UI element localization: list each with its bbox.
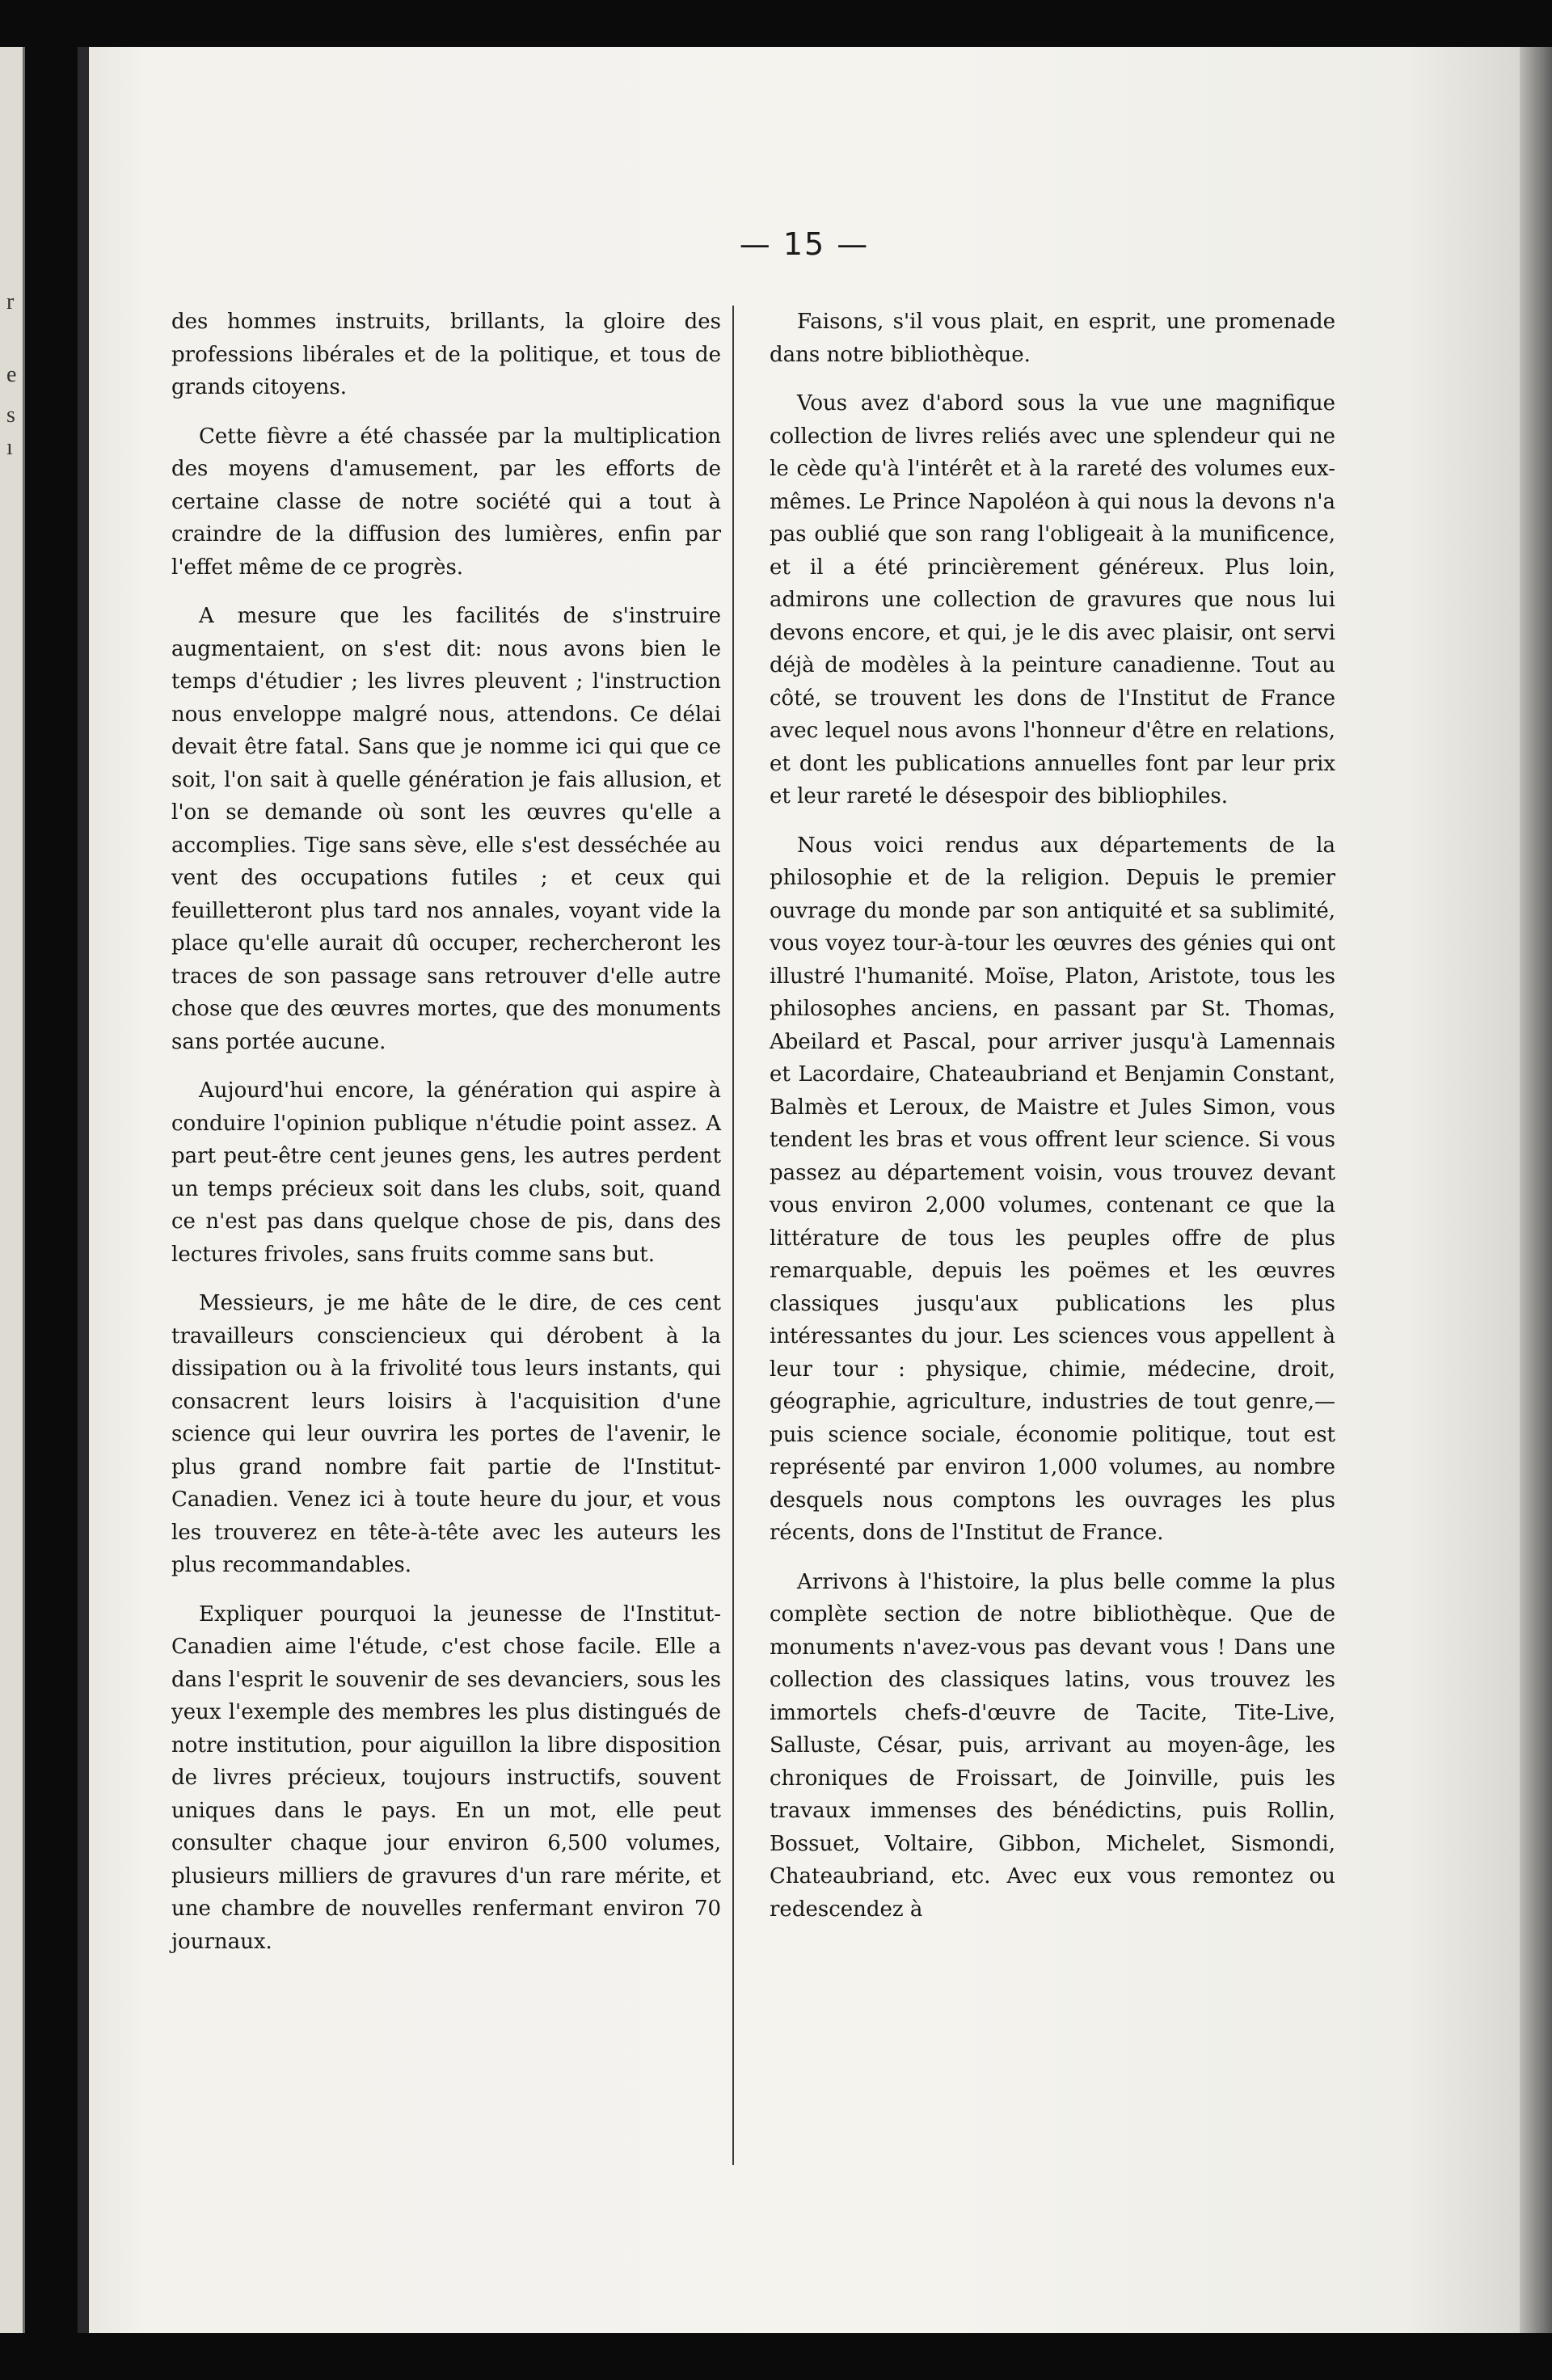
right-column bbox=[770, 306, 1335, 1942]
page-edge-shadow bbox=[1520, 47, 1552, 2333]
left-column bbox=[171, 306, 721, 1974]
paragraph: Faisons, s'il vous plait, en esprit, une promenade dans notre bibliothèque. bbox=[770, 310, 1335, 367]
adjacent-page-edge bbox=[0, 47, 25, 2333]
paragraph: Aujourd'hui encore, la génération qui aspire à conduire l'opinion publique n'étudie point assez. A part peut-être cent jeunes gens, les autres perdent un temps précieux soit dans les clubs, soit, quand ce n'est pas dans quelque chose de pis, dans des lectures frivoles, sans fruits comme sans but. bbox=[171, 1078, 721, 1267]
paragraph: des hommes instruits, brillants, la gloire des professions libérales et de la politique, et tous de grands citoyens. bbox=[171, 310, 721, 399]
paragraph: Cette fièvre a été chassée par la multiplication des moyens d'amusement, par les efforts de certaine classe de notre société qui a tout à craindre de la diffusion des lumières, enfin par l'effet même de ce progrès. bbox=[171, 424, 721, 580]
paragraph: Nous voici rendus aux départements de la philosophie et de la religion. Depuis le premier ouvrage du monde par son antiquité et sa sublimité, vous voyez tour-à-tour les œuvres des génies qui ont illustré l'humanité. Moïse, Platon, Aristote, tous les philosophes anciens, en passant par St. Thomas, Abeilard et Pascal, pour arriver jusqu'à Lamennais et Lacordaire, Chateaubriand et Benjamin Constant, Balmès et Leroux, de Maistre et Jules Simon, vous tendent les bras et vous offrent leur science. Si vous passez au département voisin, vous trouvez devant vous environ 2,000 volumes, contenant ce que la littérature de tous les peuples offre de plus remarquable, depuis les poëmes et les œuvres classiques jusqu'aux publications les plus intéressantes du jour. Les sciences vous appellent à leur tour : physique, chimie, médecine, droit, géographie, agriculture, industries de tout genre,—puis science sociale, économie politique, tout est représenté par environ 1,000 volumes, au nombre desquels nous comptons les ouvrages les plus récents, dons de l'Institut de France. bbox=[770, 833, 1335, 1545]
margin-mark: r bbox=[6, 289, 15, 314]
scanner-background bbox=[0, 2333, 1552, 2380]
column-divider bbox=[732, 306, 734, 2165]
paragraph: Arrivons à l'histoire, la plus belle comme la plus complète section de notre bibliothèque. Que de monuments n'avez-vous pas devant vous ! Dans une collection des classiques latins, vous trouvez les immortels chefs-d'œuvre de Tacite, Tite-Live, Salluste, César, puis, arrivant au moyen-âge, les chroniques de Froissart, de Joinville, puis les travaux immenses des bénédictins, puis Rollin, Bossuet, Voltaire, Gibbon, Michelet, Sismondi, Chateaubriand, etc. Avec eux vous remontez ou redescendez à bbox=[770, 1569, 1335, 1922]
paragraph: Expliquer pourquoi la jeunesse de l'Institut-Canadien aime l'étude, c'est chose facile. Elle a dans l'esprit le souvenir de ses devanciers, sous les yeux l'exemple des membres les plus distingués de notre institution, pour aiguillon la libre disposition de livres précieux, toujours instructifs, souvent uniques dans le pays. En un mot, elle peut consulter chaque jour environ 6,500 volumes, plusieurs milliers de gravures d'un rare mérite, et une chambre de nouvelles renfermant environ 70 journaux. bbox=[171, 1601, 721, 1954]
paragraph: A mesure que les facilités de s'instruire augmentaient, on s'est dit: nous avons bien le temps d'étudier ; les livres pleuvent ; l'instruction nous enveloppe malgré nous, attendons. Ce délai devait être fatal. Sans que je nomme ici qui que ce soit, l'on sait à quelle génération je fais allusion, et l'on se demande où sont les œuvres qu'elle a accomplies. Tige sans sève, elle s'est desséchée au vent des occupations futiles ; et ceux qui feuilletteront plus tard nos annales, voyant vide la place qu'elle aurait dû occuper, rechercheront les traces de son passage sans retrouver d'elle autre chose que des œuvres mortes, que des monuments sans portée aucune. bbox=[171, 604, 721, 1054]
margin-mark: e bbox=[6, 362, 17, 387]
margin-mark: s bbox=[6, 403, 15, 428]
scanned-page bbox=[89, 47, 1520, 2333]
margin-mark: ı bbox=[6, 435, 13, 460]
page-number: — 15 — bbox=[739, 226, 870, 262]
paragraph: Vous avez d'abord sous la vue une magnifique collection de livres reliés avec une splendeur qui ne le cède qu'à l'intérêt et à la rareté des volumes eux-mêmes. Le Prince Napoléon à qui nous la devons n'a pas oublié que son rang l'obligeait à la munificence, et il a été princièrement généreux. Plus loin, admirons une collection de gravures que nous lui devons encore, et qui, je le dis avec plaisir, ont servi déjà de modèles à la peinture canadienne. Tout au côté, se trouvent les dons de l'Institut de France avec lequel nous avons l'honneur d'être en relations, et dont les publications annuelles font par leur prix et leur rareté le désespoir des bibliophiles. bbox=[770, 391, 1335, 808]
paragraph: Messieurs, je me hâte de le dire, de ces cent travailleurs consciencieux qui dérobent à la dissipation ou à la frivolité tous leurs instants, qui consacrent leurs loisirs à l'acquisition d'une science qui leur ouvrira les portes de l'avenir, le plus grand nombre fait partie de l'Institut-Canadien. Venez ici à toute heure du jour, et vous les trouverez en tête-à-tête avec les auteurs les plus recommandables. bbox=[171, 1291, 721, 1577]
